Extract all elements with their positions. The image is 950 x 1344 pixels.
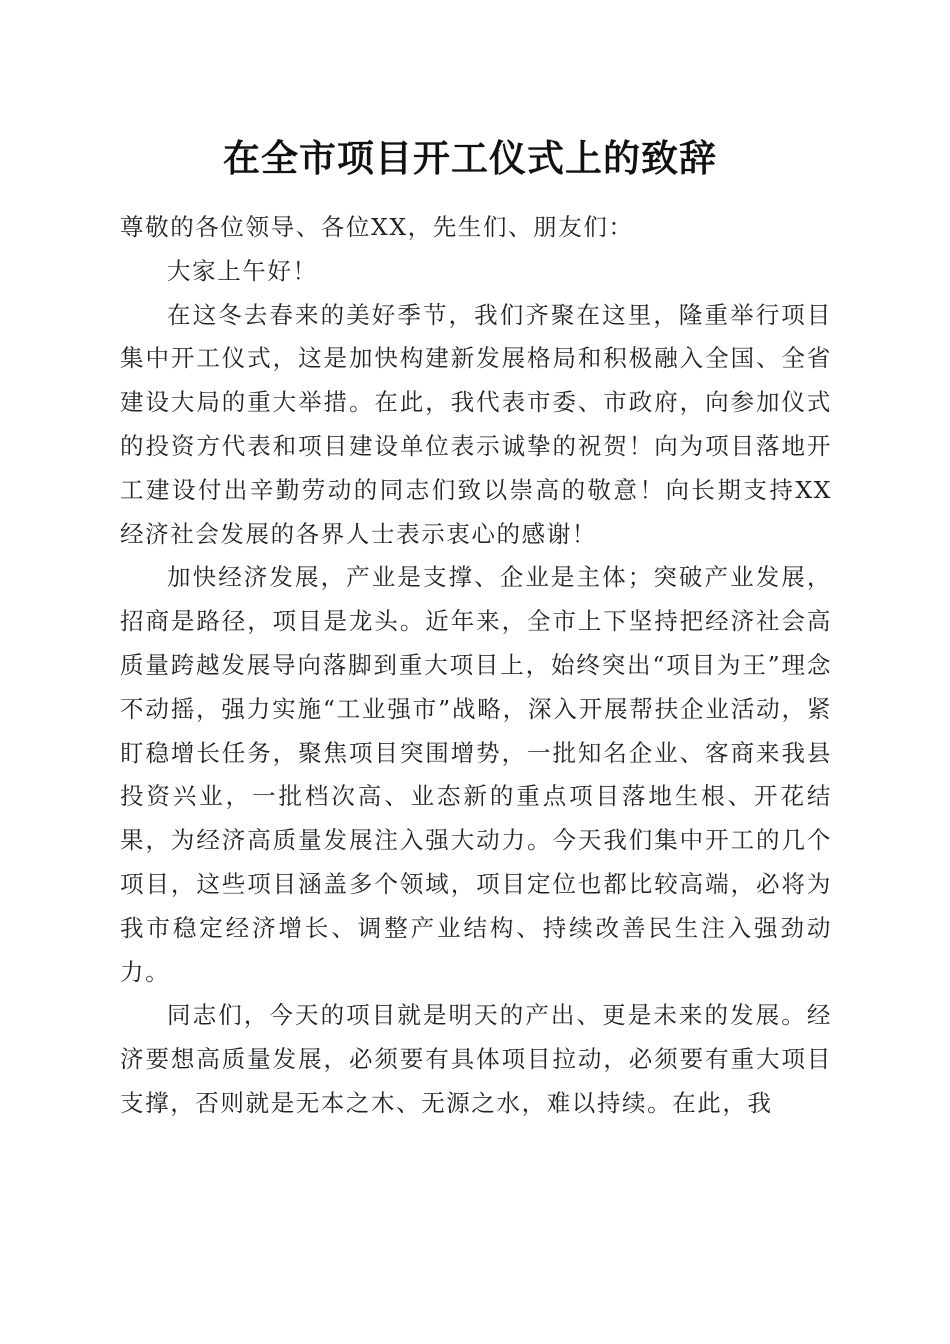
salutation: 尊敬的各位领导、各位XX，先生们、朋友们： <box>120 213 634 241</box>
document-body <box>120 206 832 1126</box>
body-paragraph: 在这冬去春来的美好季节，我们齐聚在这里，隆重举行项目集中开工仪式，这是加快构建新发展格局和积极融入全国、全省建设大局的重大举措。在此，我代表市委、市政府，向参加仪式的投资方代表和项目建设单位表示诚挚的祝贺！向为项目落地开工建设付出辛勤劳动的同志们致以崇高的敬意！向长期支持XX经济社会发展的各界人士表示衷心的感谢！ <box>120 300 832 548</box>
body-paragraph: 加快经济发展，产业是支撑、企业是主体；突破产业发展，招商是路径，项目是龙头。近年来，全市上下坚持把经济社会高质量跨越发展导向落脚到重大项目上，始终突出“项目为王”理念不动摇，强力实施“工业强市”战略，深入开展帮扶企业活动，紧盯稳增长任务，聚焦项目突围增势，一批知名企业、客商来我县投资兴业，一批档次高、业态新的重点项目落地生根、开花结果，为经济高质量发展注入强大动力。今天我们集中开工的几个项目，这些项目涵盖多个领域，项目定位也都比较高端，必将为我市稳定经济增长、调整产业结构、持续改善民生注入强劲动力。 <box>120 563 832 986</box>
body-paragraph: 同志们，今天的项目就是明天的产出、更是未来的发展。经济要想高质量发展，必须要有具体项目拉动，必须要有重大项目支撑，否则就是无本之木、无源之水，难以持续。在此，我 <box>120 1001 832 1117</box>
document-title: 在全市项目开工仪式上的致辞 <box>223 136 717 180</box>
greeting-paragraph: 大家上午好！ <box>167 256 318 285</box>
